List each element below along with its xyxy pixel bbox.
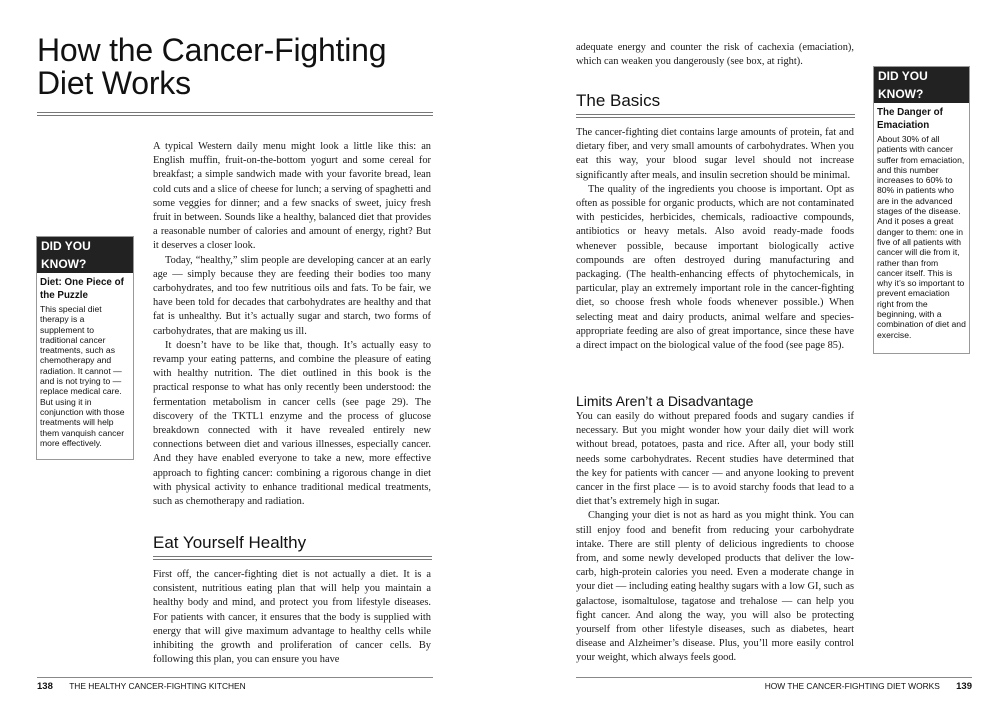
section-heading-eat-yourself-healthy: Eat Yourself Healthy (153, 533, 307, 552)
page-number: 139 (956, 681, 972, 692)
body-paragraph: The quality of the ingredients you choose is important. Opt as often as possible for organic products, which are not contaminated with pesticides, herbicides, chemicals, radioactive compounds, antibiotics or heavy metals. Also avoid ready-made foods whenever possible, because important biologically active compounds are often destroyed during manufacturing and packaging. (The health-enhancing effects of phytochemicals, in particular, play an extremely important role in the cancer-fighting diet, so choose fresh whole foods whenever possible.) When selecting meat and dairy products, animal welfare and species-appropriate feeding are also of great importance, since these have a direct impact on the biological value of the food (see page 85). (576, 183, 854, 352)
sidebar-body: About 30% of all patients with cancer suffer from emaciation, and this number increases to 60% to 80% in patients who are in the advanced stages of the disease. And it poses a great danger to them: one in five of all patients with cancer will die from it, rather than from cancer itself. This is why it’s so important to prevent emaciation right from the beginning, with a combination of diet and exercise. (877, 134, 966, 340)
title-rule (37, 112, 433, 116)
body-paragraph: Today, “healthy,” slim people are developing cancer at an early age — simply because they are feeding their bodies too many carbohydrates, and too few nutritious oils and fats. To be fair, we have been told for decades that carbohydrates are healthy and that fat is unhealthy. But it’s actually sugar and starch, two forms of carbohydrates, that are making us ill. (153, 254, 431, 337)
section-heading-limits: Limits Aren’t a Disadvantage (576, 393, 754, 409)
section-rule (576, 114, 855, 118)
body-paragraph: First off, the cancer-fighting diet is not actually a diet. It is a consistent, nutritious eating plan that will help you maintain a healthy body and mind, and protect you from lifestyle diseases. For patients with cancer, it ensures that the body is supplied with energy that will give maximum advantage to healthy cells while inhibiting the growth and proliferation of cancer cells. By following this plan, you can ensure you have (153, 569, 431, 666)
body-paragraph: Changing your diet is not as hard as you might think. You can still enjoy food and benefit from reducing your carbohydrate intake. There are still plenty of delicious ingredients to choose from, and some newly developed products that deliver the low-carb, high-protein calories you need. Even a moderate change in your diet — including eating healthy sugars with a low GI, such as galactose, isomaltulose, tagatose and trehalose — can help you fight cancer. And along the way, you will also be protecting yourself from other lifestyle diseases, such as diabetes, heart disease and Alzheimer’s disease. Plus, you’ll more easily control your weight, which always feels good. (576, 510, 854, 664)
basics-text (576, 126, 854, 353)
body-paragraph: It doesn’t have to be like that, though. It’s actually easy to revamp your eating patterns, and combine the pleasure of eating with healthy nutrition. The diet outlined in this book is the practical response to what has only recently been understood: the fermentation metabolism in cancer cells (see page 29). The discovery of the TKTL1 enzyme and the process of glucose breakdown connected with it have revealed entirely new connections between diet and various illnesses, especially cancer. And they have enabled everyone to take a new, more effective approach to fighting cancer: combining a rigorous change in diet with physical activity to enhance traditional medical treatments, such as chemotherapy and radiation. (153, 339, 431, 508)
sidebar-title: Diet: One Piece of the Puzzle (40, 277, 124, 301)
footer-rule (37, 677, 433, 678)
sidebar-label: DID YOU KNOW? (874, 67, 969, 103)
sidebar-title: The Danger of Emaciation (877, 107, 943, 131)
sidebar-body: This special diet therapy is a supplement to traditional cancer treatments, such as chemotherapy and radiation. It cannot — and is not trying to — replace medical care. But using it in conjunction with those treatments will help them vanquish cancer more effectively. (40, 304, 125, 448)
body-paragraph: A typical Western daily menu might look a little like this: an English muffin, fruit-on-the-bottom yogurt and some cereal for breakfast; a simple sandwich made with your favorite bread, lean cold cuts and a slice of cheese for lunch; a serving of spaghetti and some veggies for dinner; and a few snacks of sweet, juicy fresh fruit in between. Sounds like a healthy, balanced diet that provides a reasonable number of calories and amount of energy, right? But it deserves a closer look. (153, 141, 431, 252)
continued-text (576, 41, 854, 69)
running-head: HOW THE CANCER-FIGHTING DIET WORKS (764, 681, 940, 691)
footer-rule (576, 677, 972, 678)
page-number: 138 (37, 681, 53, 692)
sidebar-did-you-know-right (873, 66, 970, 354)
intro-text (153, 140, 431, 509)
limits-text (576, 410, 854, 666)
page-title: How the Cancer-Fighting Diet Works (37, 32, 387, 101)
section-heading-the-basics: The Basics (576, 91, 661, 110)
sidebar-label: DID YOU KNOW? (37, 237, 133, 273)
body-paragraph: The cancer-fighting diet contains large amounts of protein, fat and dietary fiber, and very small amounts of carbohydrates. When you eat this way, your blood sugar level should not increase significantly after meals, and insulin secretion should be minimal. (576, 127, 854, 181)
sidebar-did-you-know-left (36, 236, 134, 460)
footer-left (37, 681, 246, 692)
section-rule (153, 556, 432, 560)
footer-right (576, 681, 972, 692)
running-head: THE HEALTHY CANCER-FIGHTING KITCHEN (69, 681, 246, 691)
section-text (153, 568, 431, 667)
body-paragraph: You can easily do without prepared foods and sugary candies if necessary. But you might wonder how your daily diet will work without bread, potatoes, pasta and rice. After all, your body still needs some carbohydrates. Recent studies have determined that the key for patients with cancer — and anyone looking to prevent cancer in the first place — is to avoid starchy foods that lead to a diet that’s extremely high in sugar. (576, 411, 854, 508)
body-paragraph: adequate energy and counter the risk of cachexia (emaciation), which can weaken you dangerously (see box, at right). (576, 42, 854, 68)
